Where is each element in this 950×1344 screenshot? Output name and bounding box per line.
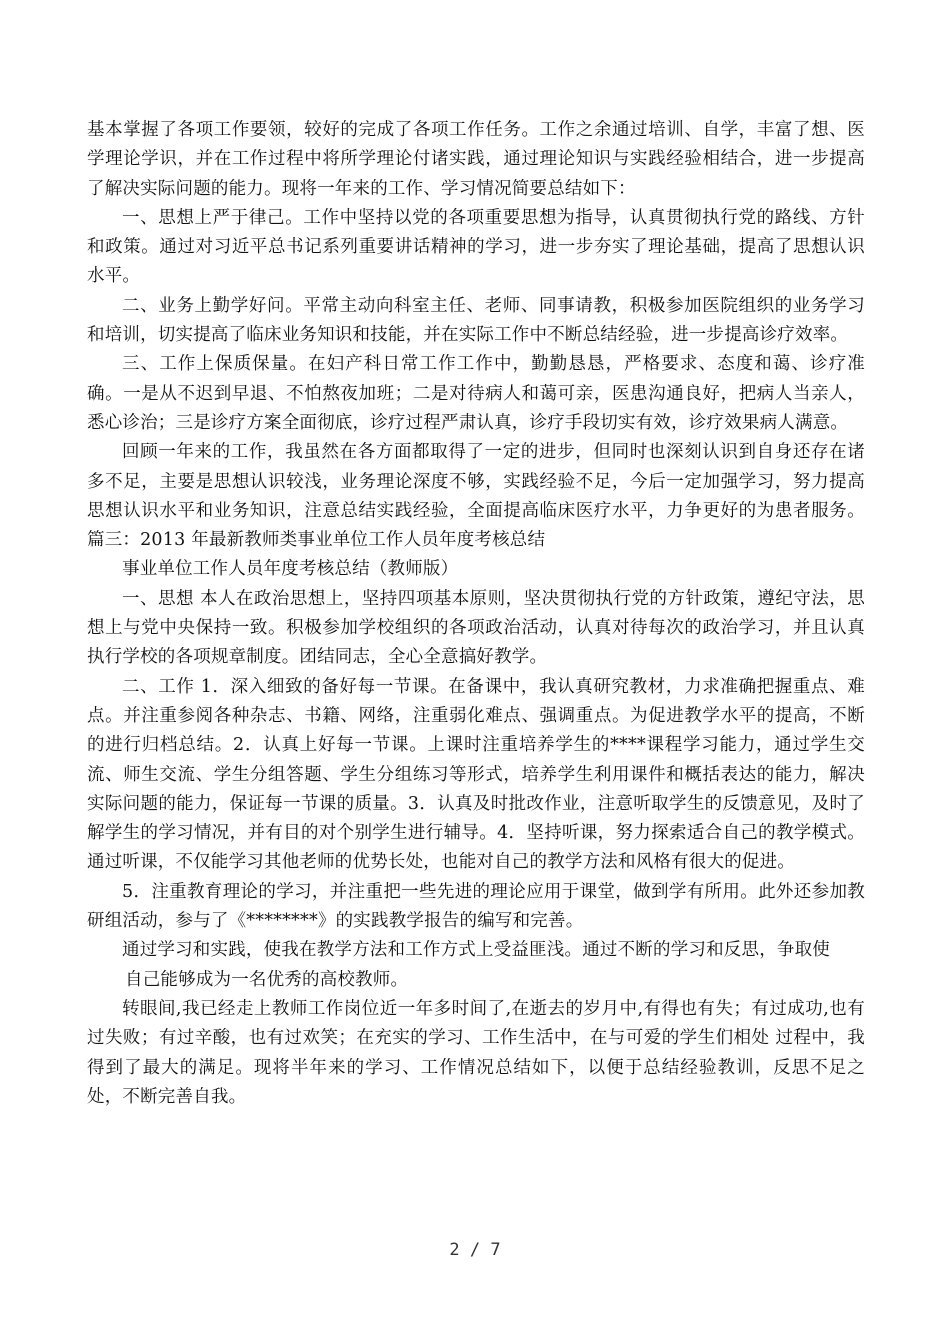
document-body [87,116,865,1112]
paragraph-reflection: 转眼间,我已经走上教师工作岗位近一年多时间了,在逝去的岁月中,有得也有失；有过成功,也有过失败；有过辛酸，也有过欢笑；在充实的学习、工作生活中，在与可爱的学生们相处 过程中，我得到了最大的满足。现将半年来的学习、工作情况总结如下，以便于总结经验教训，反思不足之处，不断完善自我。 [87,998,865,1107]
section-title: 事业单位工作人员年度考核总结（教师版） [122,559,459,580]
page-number: 2 / 7 [449,1240,501,1260]
paragraph-ideology: 一、思想上严于律己。工作中坚持以党的各项重要思想为指导，认真贯彻执行党的路线、方针和政策。通过对习近平总书记系列重要讲话精神的学习，进一步夯实了理论基础，提高了思想认识水平。 [87,207,865,287]
paragraph-review: 回顾一年来的工作，我虽然在各方面都取得了一定的进步，但同时也深刻认识到自身还存在诸多不足，主要是思想认识较浅，业务理论深度不够，实践经验不足，今后一定加强学习，努力提高思想认识水平和业务知识，注意总结实践经验，全面提高临床医疗水平，力争更好的为患者服务。篇三：2013 年最新教师类事业单位工作人员年度考核总结 [87,442,865,551]
paragraph-teaching-work: 二、工作 1．深入细致的备好每一节课。在备课中，我认真研究教材，力求准确把握重点、难点。并注重参阅各种杂志、书籍、网络，注重弱化难点、强调重点。为促进教学水平的提高，不断的进行归档总结。2．认真上好每一节课。上课时注重培养学生的****课程学习能力，通过学生交流、师生交流、学生分组答题、学生分组练习等形式，培养学生利用课件和概括表达的能力，解决实际问题的能力，保证每一节课的质量。3．认真及时批改作业，注意听取学生的反馈意见，及时了解学生的学习情况，并有目的对个别学生进行辅导。4．坚持听课，努力探索适合自己的教学模式。通过听课，不仅能学习其他老师的优势长处，也能对自己的教学方法和风格有很大的促进。 [87,676,865,873]
paragraph-work-quality: 三、工作上保质保量。在妇产科日常工作工作中，勤勤恳恳，严格要求、态度和蔼、诊疗准确。一是从不迟到早退、不怕熬夜加班；二是对待病人和蔼可亲，医患沟通良好，把病人当亲人，悉心诊治；三是诊疗方案全面彻底，诊疗过程严肃认真，诊疗手段切实有效，诊疗效果病人满意。 [87,354,865,433]
paragraph-theory: 5．注重教育理论的学习，并注重把一些先进的理论应用于课堂，做到学有所用。此外还参加教研组活动，参与了《********》的实践教学报告的编写和完善。 [87,881,865,932]
paragraph-practice: 通过学习和实践，使我在教学方法和工作方式上受益匪浅。通过不断的学习和反思，争取使 [122,940,830,961]
paragraph-goal: 自己能够成为一名优秀的高校教师。 [125,969,409,990]
paragraph-business: 二、业务上勤学好问。平常主动向科室主任、老师、同事请教，积极参加医院组织的业务学习和培训，切实提高了临床业务知识和技能，并在实际工作中不断总结经验，进一步提高诊疗效率。 [87,295,865,346]
paragraph-intro: 基本掌握了各项工作要领，较好的完成了各项工作任务。工作之余通过培训、自学，丰富了想、医学理论学识，并在工作过程中将所学理论付诸实践，通过理论知识与实践经验相结合，进一步提高了解决实际问题的能力。现将一年来的工作、学习情况简要总结如下： [87,120,865,199]
paragraph-thought: 一、思想 本人在政治思想上，坚持四项基本原则，坚决贯彻执行党的方针政策，遵纪守法，思想上与党中央保持一致。积极参加学校组织的各项政治活动，认真对待每次的政治学习，并且认真执行学校的各项规章制度。团结同志，全心全意搞好教学。 [87,588,865,668]
